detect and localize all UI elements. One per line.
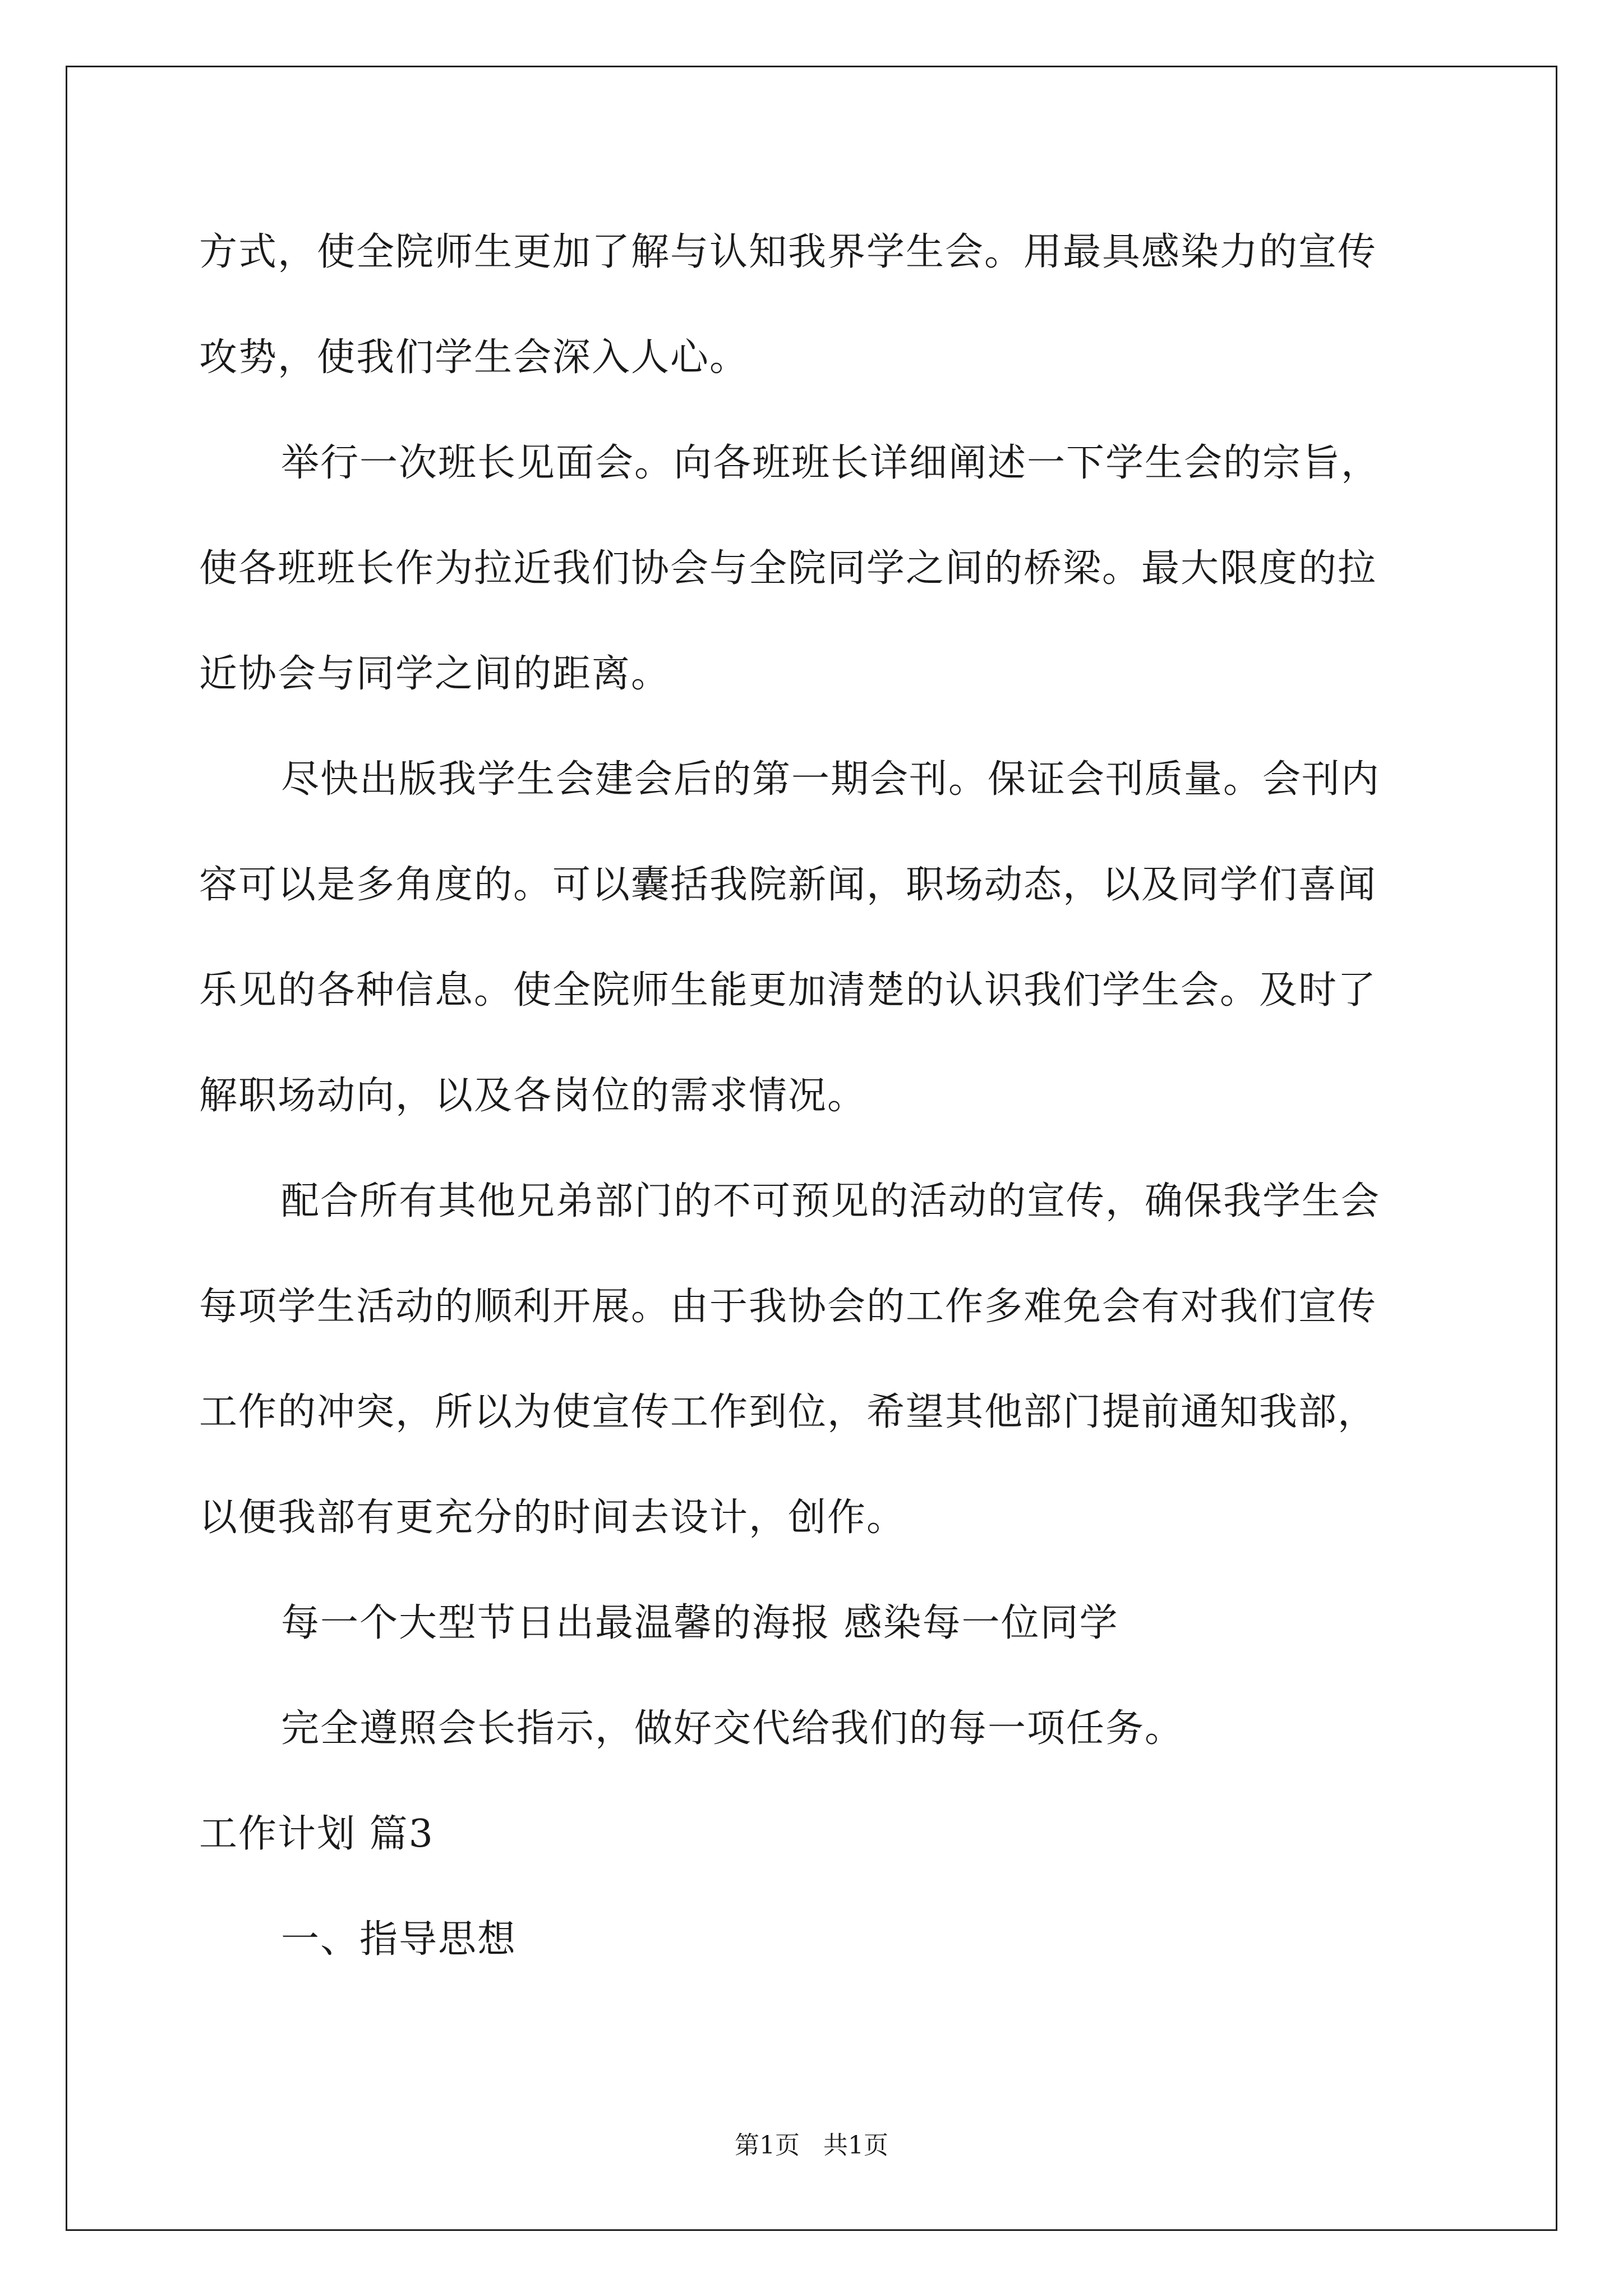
text-line: 解职场动向，以及各岗位的需求情况。 [199,1074,867,1118]
text-line: 攻势，使我们学生会深入人心。 [199,335,749,380]
text-line: 近协会与同学之间的距离。 [199,652,671,696]
page-footer: 第1页 共1页 [735,2131,888,2160]
text-line: 方式，使全院师生更加了解与认知我界学生会。用最具感染力的宣传 [199,230,1377,274]
section-heading: 工作计划 篇3 [199,1812,434,1856]
text-line: 配合所有其他兄弟部门的不可预见的活动的宣传，确保我学生会 [281,1179,1381,1223]
text-line: 每一个大型节日出最温馨的海报 感染每一位同学 [281,1601,1119,1645]
text-line: 每项学生活动的顺利开展。由于我协会的工作多难免会有对我们宣传 [199,1285,1377,1329]
text-line: 乐见的各种信息。使全院师生能更加清楚的认识我们学生会。及时了 [199,968,1377,1013]
text-line: 使各班班长作为拉近我们协会与全院同学之间的桥梁。最大限度的拉 [199,546,1377,591]
text-line: 举行一次班长见面会。向各班班长详细阐述一下学生会的宗旨， [281,441,1381,485]
text-line: 尽快出版我学生会建会后的第一期会刊。保证会刊质量。会刊内 [281,757,1381,802]
text-line: 容可以是多角度的。可以囊括我院新闻，职场动态，以及同学们喜闻 [199,863,1377,907]
text-line: 以便我部有更充分的时间去设计，创作。 [199,1496,906,1540]
subsection-heading: 一、指导思想 [281,1917,517,1962]
text-line: 工作的冲突，所以为使宣传工作到位，希望其他部门提前通知我部， [199,1390,1377,1434]
text-line: 完全遵照会长指示，做好交代给我们的每一项任务。 [281,1706,1184,1751]
document-body [199,213,1427,2006]
